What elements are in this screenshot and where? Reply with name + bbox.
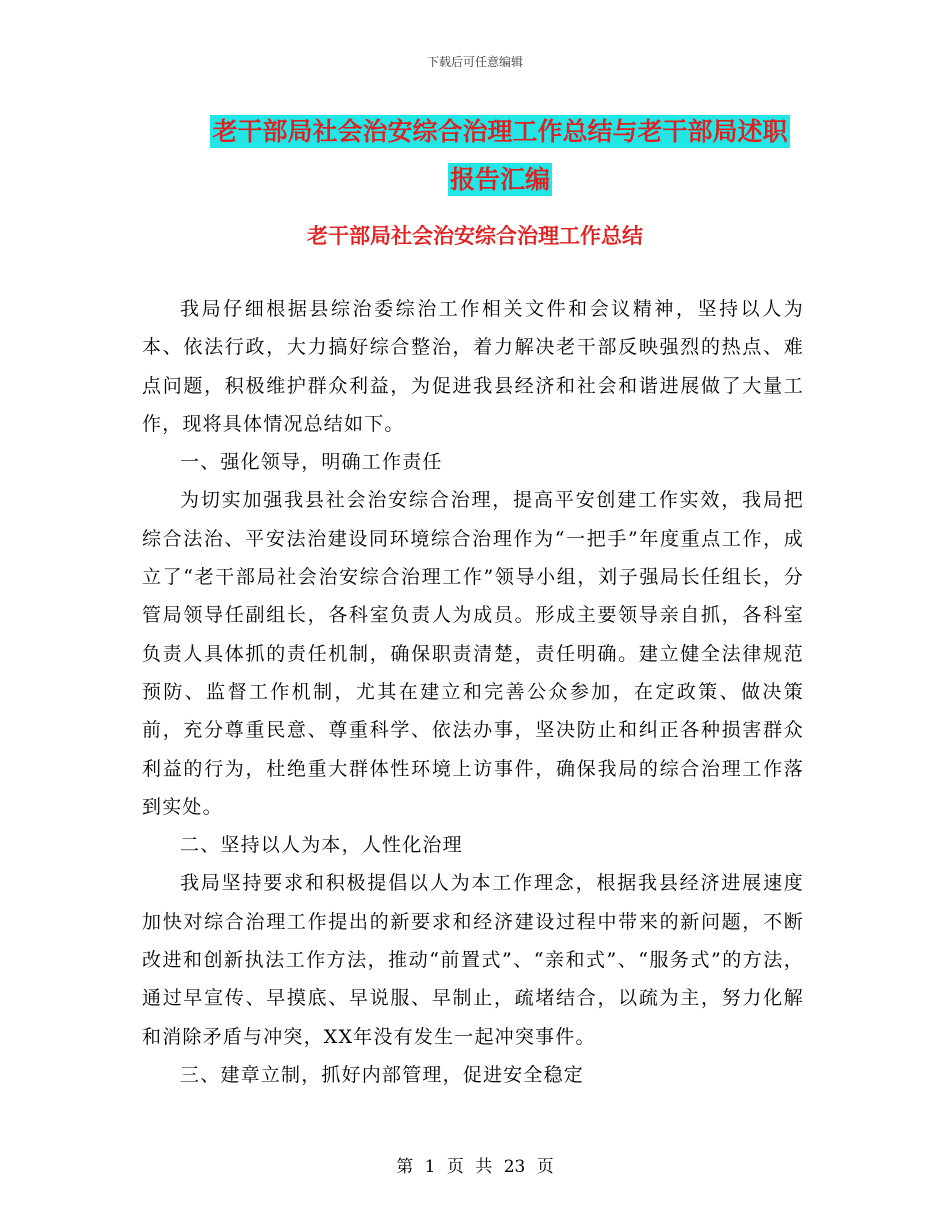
heading-3: 三、建章立制，抓好内部管理，促进安全稳定 bbox=[180, 1063, 585, 1086]
page-footer: 第 1 页 共 23 页 bbox=[396, 1157, 554, 1177]
document-body bbox=[142, 290, 804, 1094]
header-note: 下载后可任意编辑 bbox=[426, 55, 523, 69]
paragraph-intro: 我局仔细根据县综治委综治工作相关文件和会议精神，坚持以人为本、依法行政，大力搞好综合整治，着力解决老干部反映强烈的热点、难点问题，积极维护群众利益，为促进我县经济和社会和谐进展做了大量工作，现将具体情况总结如下。 bbox=[142, 298, 804, 435]
heading-1: 一、强化领导，明确工作责任 bbox=[180, 451, 443, 474]
heading-2: 二、坚持以人为本，人性化治理 bbox=[180, 834, 463, 857]
document-title bbox=[140, 108, 860, 204]
document-title-line1: 老干部局社会治安综合治理工作总结与老干部局述职 bbox=[212, 117, 788, 146]
paragraph-2: 我局坚持要求和积极提倡以人为本工作理念，根据我县经济进展速度加快对综合治理工作提出的新要求和经济建设过程中带来的新问题，不断改进和创新执法工作方法，推动“前置式”、“亲和式”、“服务式”的方法，通过早宣传、早摸底、早说服、早制止，疏堵结合，以疏为主，努力化解和消除矛盾与冲突，XX年没有发生一起冲突事件。 bbox=[142, 872, 804, 1048]
paragraph-1: 为切实加强我县社会治安综合治理，提高平安创建工作实效，我局把综合法治、平安法治建设同环境综合治理作为“一把手”年度重点工作，成立了“老干部局社会治安综合治理工作”领导小组，刘子强局长任组长，分管局领导任副组长，各科室负责人为成员。形成主要领导亲自抓，各科室负责人具体抓的责任机制，确保职责清楚，责任明确。建立健全法律规范预防、监督工作机制，尤其在建立和完善公众参加，在定政策、做决策前，充分尊重民意、尊重科学、依法办事，坚决防止和纠正各种损害群众利益的行为，杜绝重大群体性环境上访事件，确保我局的综合治理工作落到实处。 bbox=[142, 489, 804, 818]
document-title-line2: 报告汇编 bbox=[449, 165, 550, 194]
section-title: 老干部局社会治安综合治理工作总结 bbox=[307, 224, 643, 248]
